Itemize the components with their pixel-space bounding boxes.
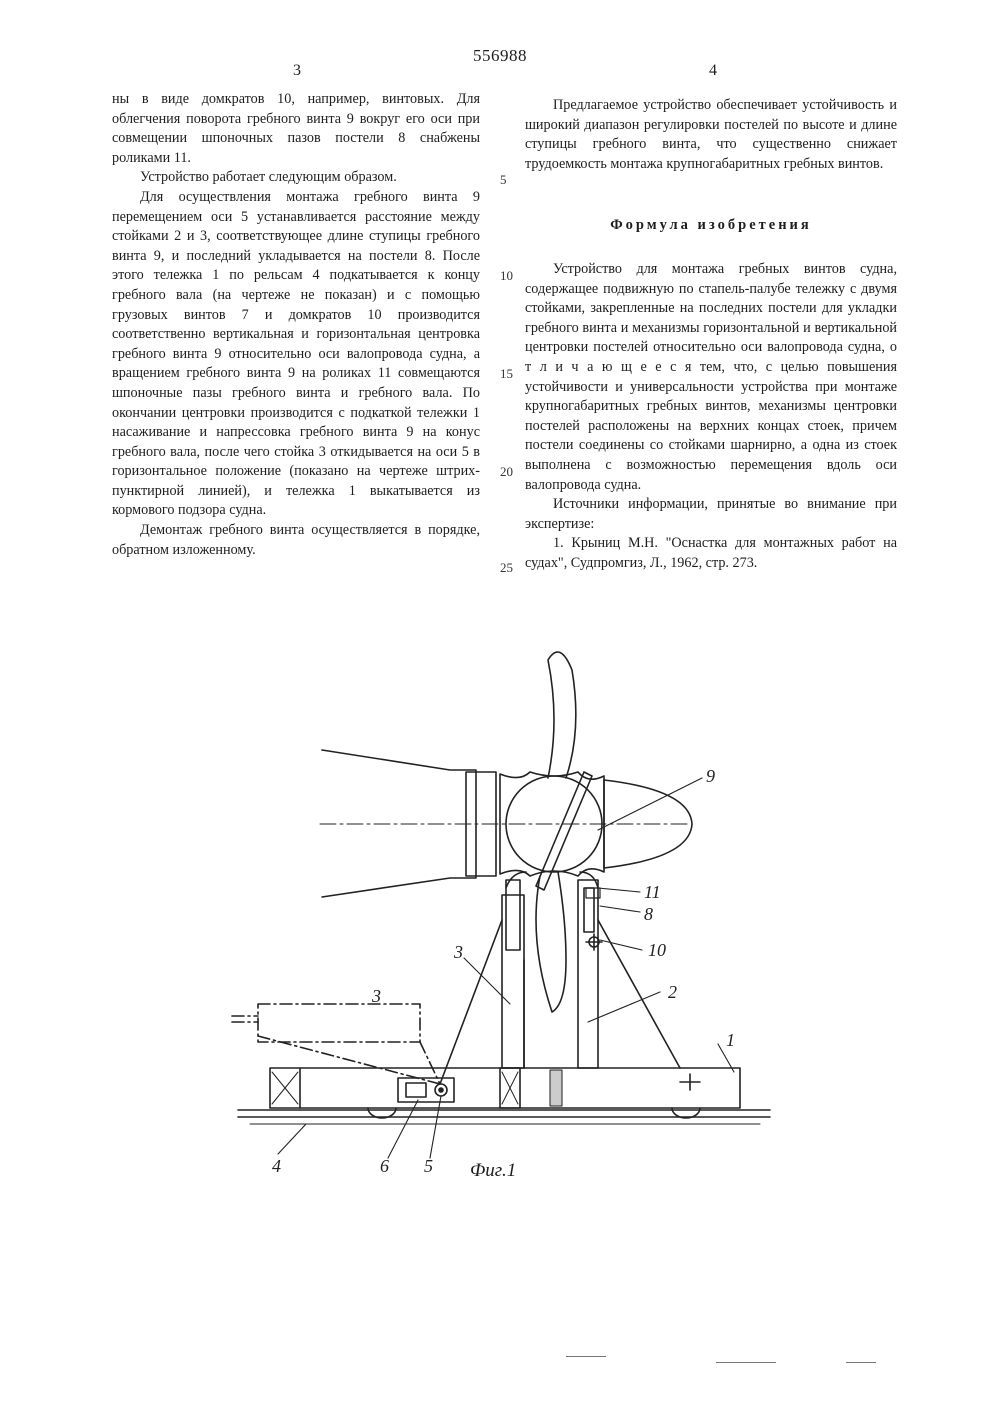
label-5: 5	[424, 1156, 433, 1176]
line-number: 10	[500, 268, 513, 283]
figure-caption: Фиг.1	[470, 1160, 517, 1181]
page-number-left: 3	[293, 62, 301, 79]
bottom-mark	[716, 1362, 776, 1363]
page-number-right: 4	[709, 62, 717, 79]
label-1: 1	[726, 1030, 735, 1050]
label-6: 6	[380, 1156, 389, 1176]
left-paragraph-2: Устройство работает следующим образом.	[140, 169, 397, 186]
propeller-mounting-drawing	[0, 640, 1000, 1200]
source-reference-1: 1. Крыниц М.Н. "Оснастка для монтажных работ на судах", Судпромгиз, Л., 1962, стр. 273.	[525, 535, 897, 571]
sources-intro: Источники информации, принятые во внимание при экспертизе:	[525, 496, 897, 532]
label-11: 11	[644, 882, 661, 902]
left-paragraph-1: ны в виде домкратов 10, например, винтовых. Для облегчения поворота гребного винта 9 вокруг его оси при совмещении шпоночных пазов постели 8 снабжены роликами 11.	[112, 91, 480, 166]
line-number: 5	[500, 172, 507, 187]
leader-lines	[278, 778, 734, 1158]
propeller	[320, 652, 692, 1012]
right-paragraph-1: Предлагаемое устройство обеспечивает устойчивость и широкий диапазон регулировки постелей по высоте и длине ступицы гребного винта, что существенно снижает трудоемкость монтажа крупногабаритных гребных винтов.	[525, 97, 897, 172]
left-paragraph-3: Для осуществления монтажа гребного винта 9 перемещением оси 5 устанавливается расстояние между стойками 2 и 3, соответствующее длине ступицы гребного винта 9, и последний укладывается на постели 8. После этого тележка 1 по рельсам 4 подкатывается к концу гребного вала (на чертеже не показан) и с помощью грузовых винтов 7 и домкратов 10 производится соответственно вертикальная и горизонтальная центровка гребного винта 9 относительно оси валопровода судна, а вращением гребного винта 9 на роликах 11 совмещаются шпоночные пазы гребного винта и гребного вала. По окончании центровки производится с подкаткой тележки 1 насаживание и напрессовка гребного винта 9 на конус гребного вала, после чего стойка 3 откидывается на оси 5 в горизонтальное положение (показано на чертеже штрих-пунктирной линией), и тележка 1 выкатывается из кормового подзора судна.	[112, 188, 480, 519]
claims-text: Устройство для монтажа гребных винтов судна, содержащее подвижную по стапель-палубе тележку с двумя стойками, закрепленные на последних постели для укладки гребного винта и механизмы горизонтальной и вертикальной центровки постелей относительно оси валопровода судна, о т л и ч а ю щ е е с я тем, что, с целью повышения устойчивости и универсальности устройства при монтаже крупногабаритных гребных винтов, механизмы центровки постелей расположены на верхних концах стоек, причем постели соединены со стойками шарнирно, а одна из стоек выполнена с возможностью перемещения вдоль оси валопровода судна.	[525, 260, 897, 493]
label-3-upright: 3	[454, 942, 463, 962]
line-number: 20	[500, 464, 513, 479]
patent-number: 556988	[473, 46, 527, 65]
right-column	[525, 96, 897, 573]
line-number: 25	[500, 560, 513, 575]
folded-column-3	[232, 1004, 440, 1084]
label-2: 2	[668, 982, 677, 1002]
claims-heading: Формула изобретения	[610, 217, 812, 234]
column-2	[578, 880, 680, 1068]
left-column	[112, 90, 480, 560]
label-10: 10	[648, 940, 666, 960]
label-9: 9	[706, 766, 715, 786]
left-paragraph-4: Демонтаж гребного винта осуществляется в порядке, обратном изложенному.	[112, 522, 480, 558]
column-3	[440, 880, 524, 1084]
label-4: 4	[272, 1156, 281, 1176]
bottom-mark	[566, 1356, 606, 1357]
moving-axis-slot	[398, 1078, 454, 1102]
label-3-folded: 3	[372, 986, 381, 1006]
line-number: 15	[500, 366, 513, 381]
label-8: 8	[644, 904, 653, 924]
bottom-mark	[846, 1362, 876, 1363]
